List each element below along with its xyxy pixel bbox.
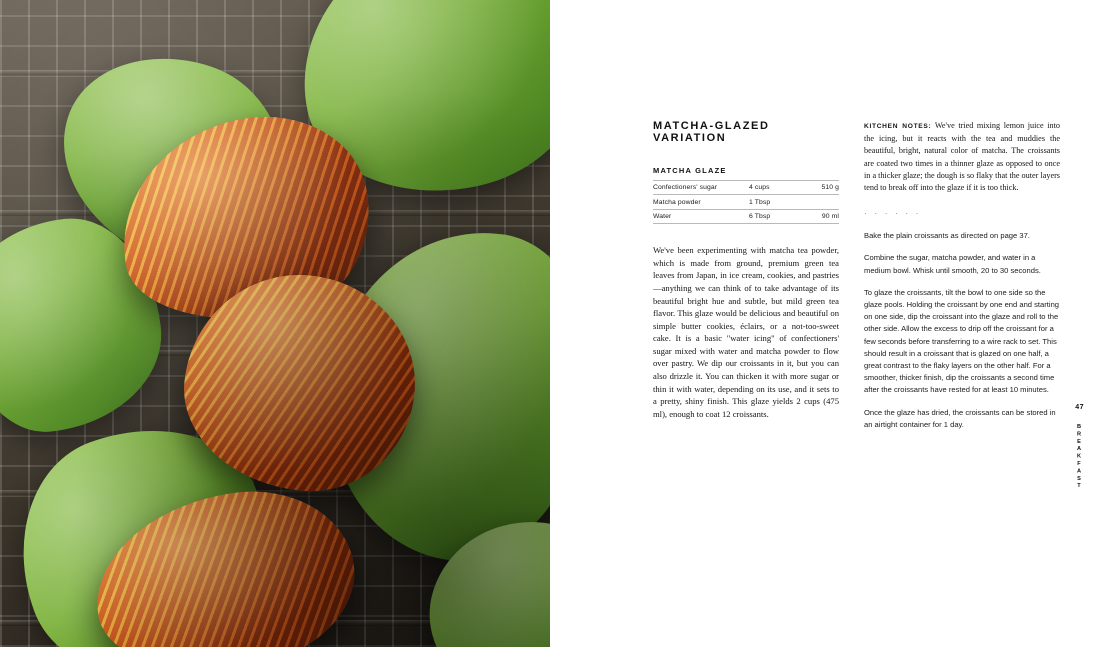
recipe-intro — [653, 244, 839, 420]
ingredient-amount: 6 Tbsp — [749, 209, 803, 223]
table-row — [653, 195, 839, 209]
ingredient-name: Confectioners' sugar — [653, 181, 749, 195]
running-head: BREAKFAST — [1076, 424, 1082, 491]
kitchen-notes-label: KITCHEN NOTES: — [864, 123, 932, 130]
step-3: To glaze the croissants, tilt the bowl to one side so the glaze pools. Holding the croissant by one end and starting on one side, dip the croissant into the glaze and roll to the other side. Allow the excess to drip off the croissant for a few seconds before transferring to a wire rack to set. This should result in a croissant that is glazed on one half, a great contrast to the flaky layers on the other half. For a smoother, thicker finish, dip the croissants a second time after the croissants have rested for at least 10 minutes. — [864, 287, 1060, 395]
page-title: MATCHA-GLAZED VARIATION — [653, 120, 770, 144]
step-1: Bake the plain croissants as directed on page 37. — [864, 231, 1030, 241]
ingredient-metric: 510 g — [803, 181, 839, 195]
notes-column — [864, 120, 1060, 431]
table-row — [653, 181, 839, 195]
ingredient-amount: 1 Tbsp — [749, 195, 803, 209]
method-steps — [864, 230, 1060, 431]
step-4: Once the glaze has dried, the croissants can be stored in an airtight container for 1 day. — [864, 407, 1056, 429]
ingredient-name: Water — [653, 209, 749, 223]
ingredient-metric: 90 ml — [803, 209, 839, 223]
ingredient-metric — [803, 195, 839, 209]
intro-paragraph: We've been experimenting with matcha tea powder, which is made from ground, premium green tea leaves from Japan, in ice cream, cookies, and pastries—anything we can think of to take advantage of its beautiful bright hue and subtle, but mild green tea flavor. This glaze would be delicious and beautiful on simple butter cookies, éclairs, or a not-too-sweet cake. It is a basic "water icing" of confectioners' sugar mixed with water and matcha powder to flow over pastry. We dip our croissants in it, but you can also drizzle it. You can thicken it with more sugar or thin it with water, depending on its use, and it sets to a pretty, shiny finish. This glaze yields 2 cups (475 ml), enough to coat 12 croissants. — [653, 245, 839, 419]
ingredient-name: Matcha powder — [653, 195, 749, 209]
text-page — [550, 0, 1100, 647]
page-number: 47 — [1075, 404, 1084, 411]
recipe-subhead: MATCHA GLAZE — [653, 166, 727, 175]
kitchen-notes-text: We've tried mixing lemon juice into the icing, but it reacts with the tea and muddies the beautiful, bright, natural color of matcha. The croissants are coated two times in a thinner glaze as opposed to once in a thicker glaze; the dough is so flaky that the outer layers tend to break off into the glaze if it is too thick. — [864, 121, 1060, 193]
recipe-column — [653, 120, 839, 420]
kitchen-notes-paragraph — [864, 120, 1060, 194]
table-row — [653, 209, 839, 223]
section-divider: · · · · · · — [864, 208, 921, 219]
step-2: Combine the sugar, matcha powder, and water in a medium bowl. Whisk until smooth, 20 to 30 seconds. — [864, 253, 1041, 275]
kitchen-notes — [864, 120, 1060, 194]
ingredients-table — [653, 180, 839, 224]
ingredient-amount: 4 cups — [749, 181, 803, 195]
